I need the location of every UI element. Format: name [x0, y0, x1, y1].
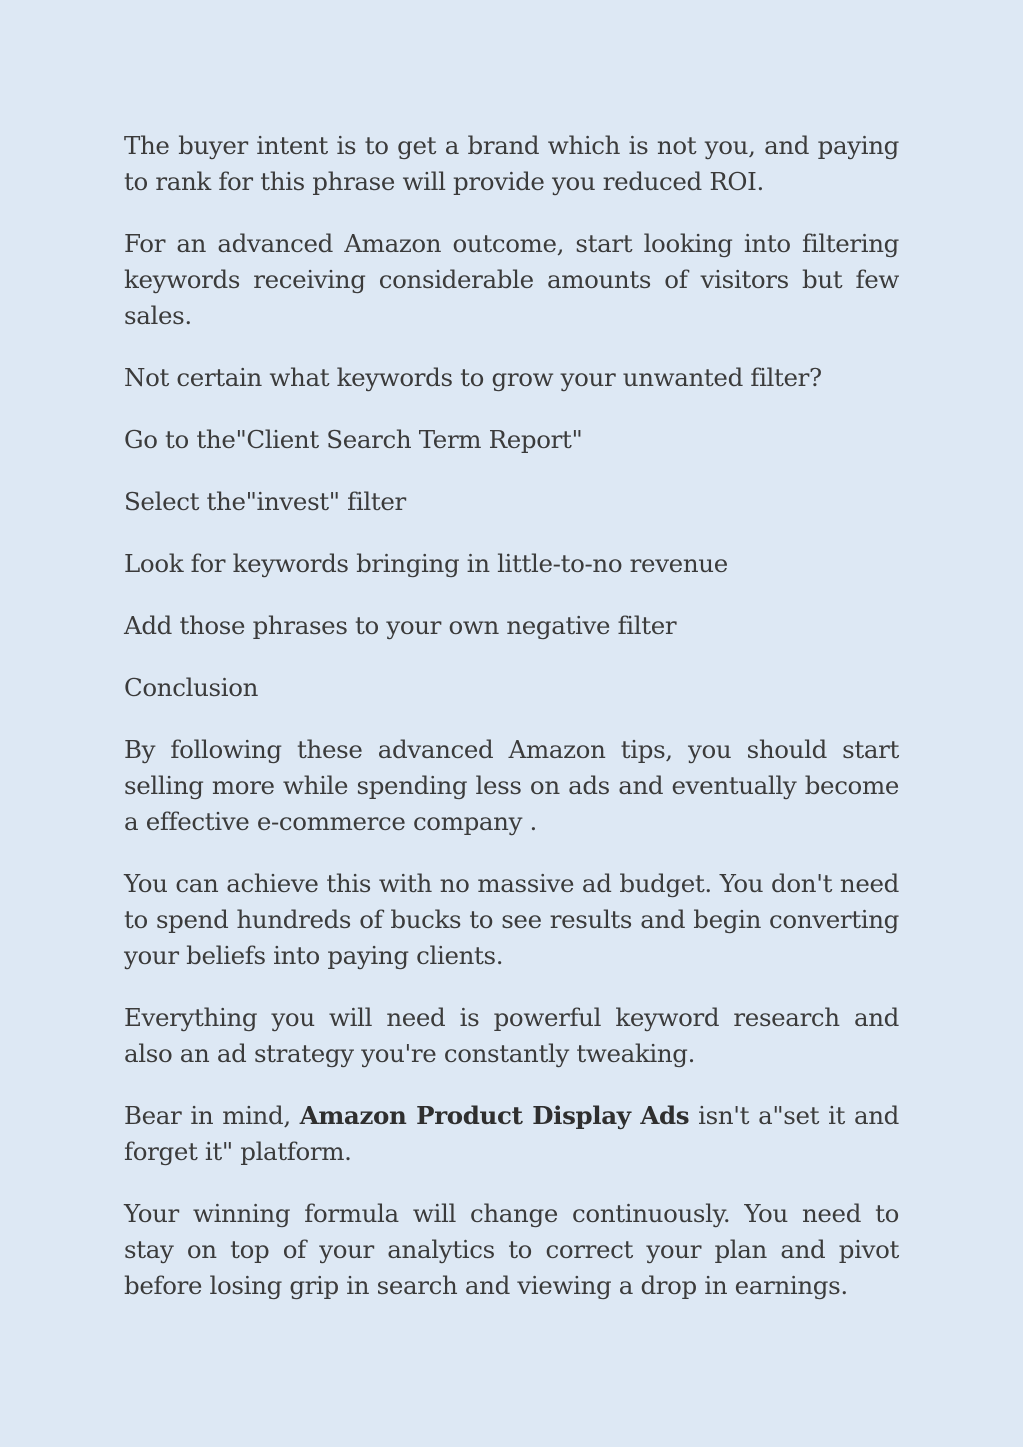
paragraph-advanced-outcome: For an advanced Amazon outcome, start looking into filtering keywords receiving considerable amounts of visitors but few sales.: [124, 229, 899, 330]
bear-in-mind-text-after: isn't a"set it and forget it" platform.: [124, 1101, 899, 1166]
step-look-for-keywords: Look for keywords bringing in little-to-no revenue: [124, 549, 728, 578]
paragraph-bear-in-mind: [124, 1098, 899, 1170]
bear-in-mind-text-before: Bear in mind,: [124, 1101, 300, 1130]
document-body: [124, 128, 899, 1330]
step-add-phrases: Add those phrases to your own negative filter: [124, 611, 677, 640]
step-search-term-report: Go to the"Client Search Term Report": [124, 425, 583, 454]
conclusion-heading: Conclusion: [124, 673, 259, 702]
paragraph-buyer-intent: The buyer intent is to get a brand which is not you, and paying to rank for this phrase will provide you reduced ROI.: [124, 131, 899, 196]
paragraph-winning-formula: Your winning formula will change continuously. You need to stay on top of your analytics to correct your plan and pivot before losing grip in search and viewing a drop in earnings.: [124, 1199, 899, 1300]
paragraph-ad-budget: You can achieve this with no massive ad budget. You don't need to spend hundreds of bucks to see results and begin converting your beliefs into paying clients.: [124, 869, 899, 970]
paragraph-keywords-question: Not certain what keywords to grow your unwanted filter?: [124, 363, 822, 392]
step-select-filter: Select the"invest" filter: [124, 487, 406, 516]
paragraph-following-tips: By following these advanced Amazon tips, you should start selling more while spending less on ads and eventually become a effective e-commerce company .: [124, 735, 899, 836]
paragraph-keyword-research: Everything you will need is powerful keyword research and also an ad strategy you're constantly tweaking.: [124, 1003, 899, 1068]
amazon-product-display-ads-link[interactable]: Amazon Product Display Ads: [299, 1101, 690, 1130]
